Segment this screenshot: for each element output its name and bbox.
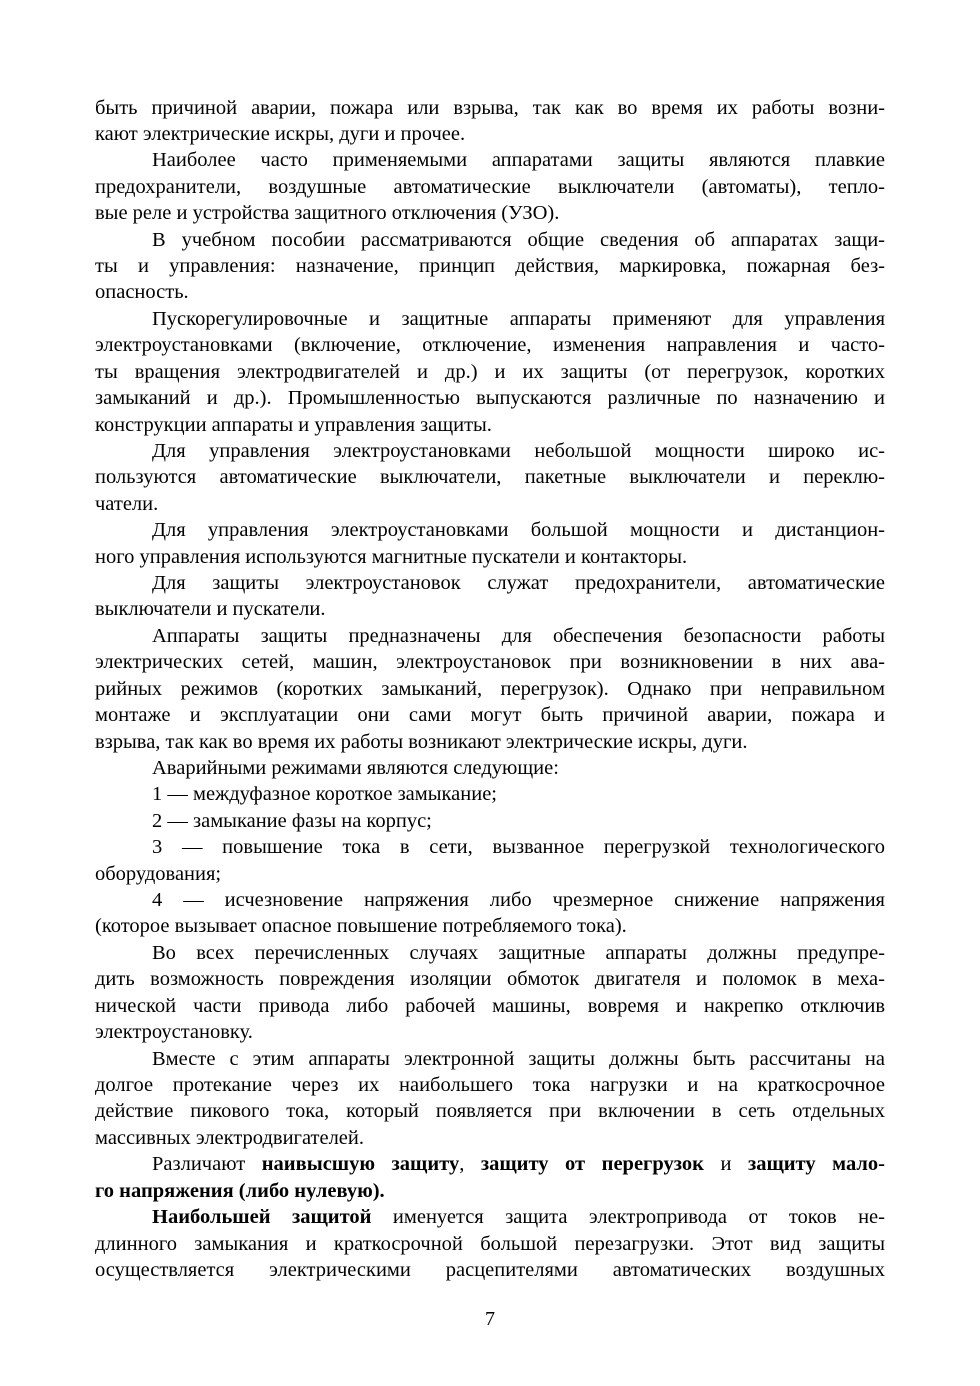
text-line: ного управления используются магнитные пускатели и контакторы. — [95, 546, 688, 568]
bold-term: наивысшую защиту — [261, 1153, 460, 1175]
text-line: Аварийными режимами являются следующие: — [152, 757, 559, 779]
bold-term: го напряжения (либо нулевую). — [95, 1180, 385, 1202]
text-line: (которое вызывает опасное повышение потребляемого тока). — [95, 915, 627, 937]
text-line: Пускорегулировочные и защитные аппараты применяют для управления — [152, 308, 885, 330]
text-run: , — [459, 1153, 481, 1175]
text-line: вые реле и устройства защитного отключения (УЗО). — [95, 202, 560, 224]
text-line — [95, 1178, 885, 1205]
text-line — [152, 1151, 885, 1178]
text-line: Во всех перечисленных случаях защитные аппараты должны предупре- — [152, 942, 885, 964]
list-item: 4 — исчезновение напряжения либо чрезмерное снижение напряжения — [152, 889, 885, 911]
text-line: конструкции аппараты и управления защиты. — [95, 414, 492, 436]
text-line: монтаже и эксплуатации они сами могут быть причиной аварии, пожара и — [95, 704, 885, 726]
text-line: В учебном пособии рассматриваются общие сведения об аппаратах защи- — [152, 229, 885, 251]
bold-term: защиту мало- — [747, 1153, 885, 1175]
text-line: предохранители, воздушные автоматические выключатели (автоматы), тепло- — [95, 176, 885, 198]
bold-term: Наибольшей защитой — [152, 1206, 372, 1228]
text-line: кают электрические искры, дуги и прочее. — [95, 123, 466, 145]
page-number: 7 — [485, 1308, 495, 1330]
text-line: действие пикового тока, который появляется при включении в сеть отдельных — [95, 1100, 885, 1122]
text-run: и — [703, 1153, 748, 1175]
text-line: выключатели и пускатели. — [95, 598, 326, 620]
text-line: замыканий и др.). Промышленностью выпускаются различные по назначению и — [95, 387, 885, 409]
list-item: 1 — междуфазное короткое замыкание; — [152, 783, 498, 805]
text-line: дить возможность повреждения изоляции обмоток двигателя и поломок в меха- — [95, 968, 885, 990]
text-line: оборудования; — [95, 863, 222, 885]
text-line: пользуются автоматические выключатели, пакетные выключатели и переклю- — [95, 466, 885, 488]
text-run: именуется защита электропривода от токов не- — [371, 1206, 885, 1228]
list-item: 2 — замыкание фазы на корпус; — [152, 810, 432, 832]
text-line: электроустановками (включение, отключение, изменения направления и часто- — [95, 334, 885, 356]
bold-term: защиту от перегрузок — [480, 1153, 704, 1175]
text-line: рийных режимов (коротких замыканий, перегрузок). Однако при неправильном — [95, 678, 885, 700]
text-line: долгое протекание через их наибольшего тока нагрузки и на краткосрочное — [95, 1074, 885, 1096]
text-line: ты вращения электродвигателей и др.) и их защиты (от перегрузок, коротких — [95, 361, 885, 383]
text-line: длинного замыкания и краткосрочной большой перезагрузки. Этот вид защиты — [95, 1233, 885, 1255]
list-item: 3 — повышение тока в сети, вызванное перегрузкой технологического — [152, 836, 885, 858]
text-line: Для защиты электроустановок служат предохранители, автоматические — [152, 572, 885, 594]
text-line: чатели. — [95, 493, 159, 515]
text-line: осуществляется электрическими расцепителями автоматических воздушных — [95, 1259, 885, 1281]
text-line: взрыва, так как во время их работы возникают электрические искры, дуги. — [95, 731, 748, 753]
text-line: нической части привода либо рабочей машины, вовремя и накрепко отключив — [95, 995, 885, 1017]
text-run: Различают — [152, 1153, 262, 1175]
text-line: Для управления электроустановками небольшой мощности широко ис- — [152, 440, 885, 462]
text-line: быть причиной аварии, пожара или взрыва, так как во время их работы возни- — [95, 97, 885, 119]
text-line: Вместе с этим аппараты электронной защиты должны быть рассчитаны на — [152, 1048, 885, 1070]
text-line: массивных электродвигателей. — [95, 1127, 365, 1149]
text-line: электроустановку. — [95, 1021, 253, 1043]
text-line: опасность. — [95, 281, 189, 303]
text-line: Наиболее часто применяемыми аппаратами защиты являются плавкие — [152, 149, 885, 171]
text-line: Для управления электроустановками большой мощности и дистанцион- — [152, 519, 885, 541]
text-line: электрических сетей, машин, электроустановок при возникновении в них ава- — [95, 651, 885, 673]
text-line: ты и управления: назначение, принцип действия, маркировка, пожарная без- — [95, 255, 885, 277]
text-line: Аппараты защиты предназначены для обеспечения безопасности работы — [152, 625, 885, 647]
text-line — [152, 1204, 885, 1231]
